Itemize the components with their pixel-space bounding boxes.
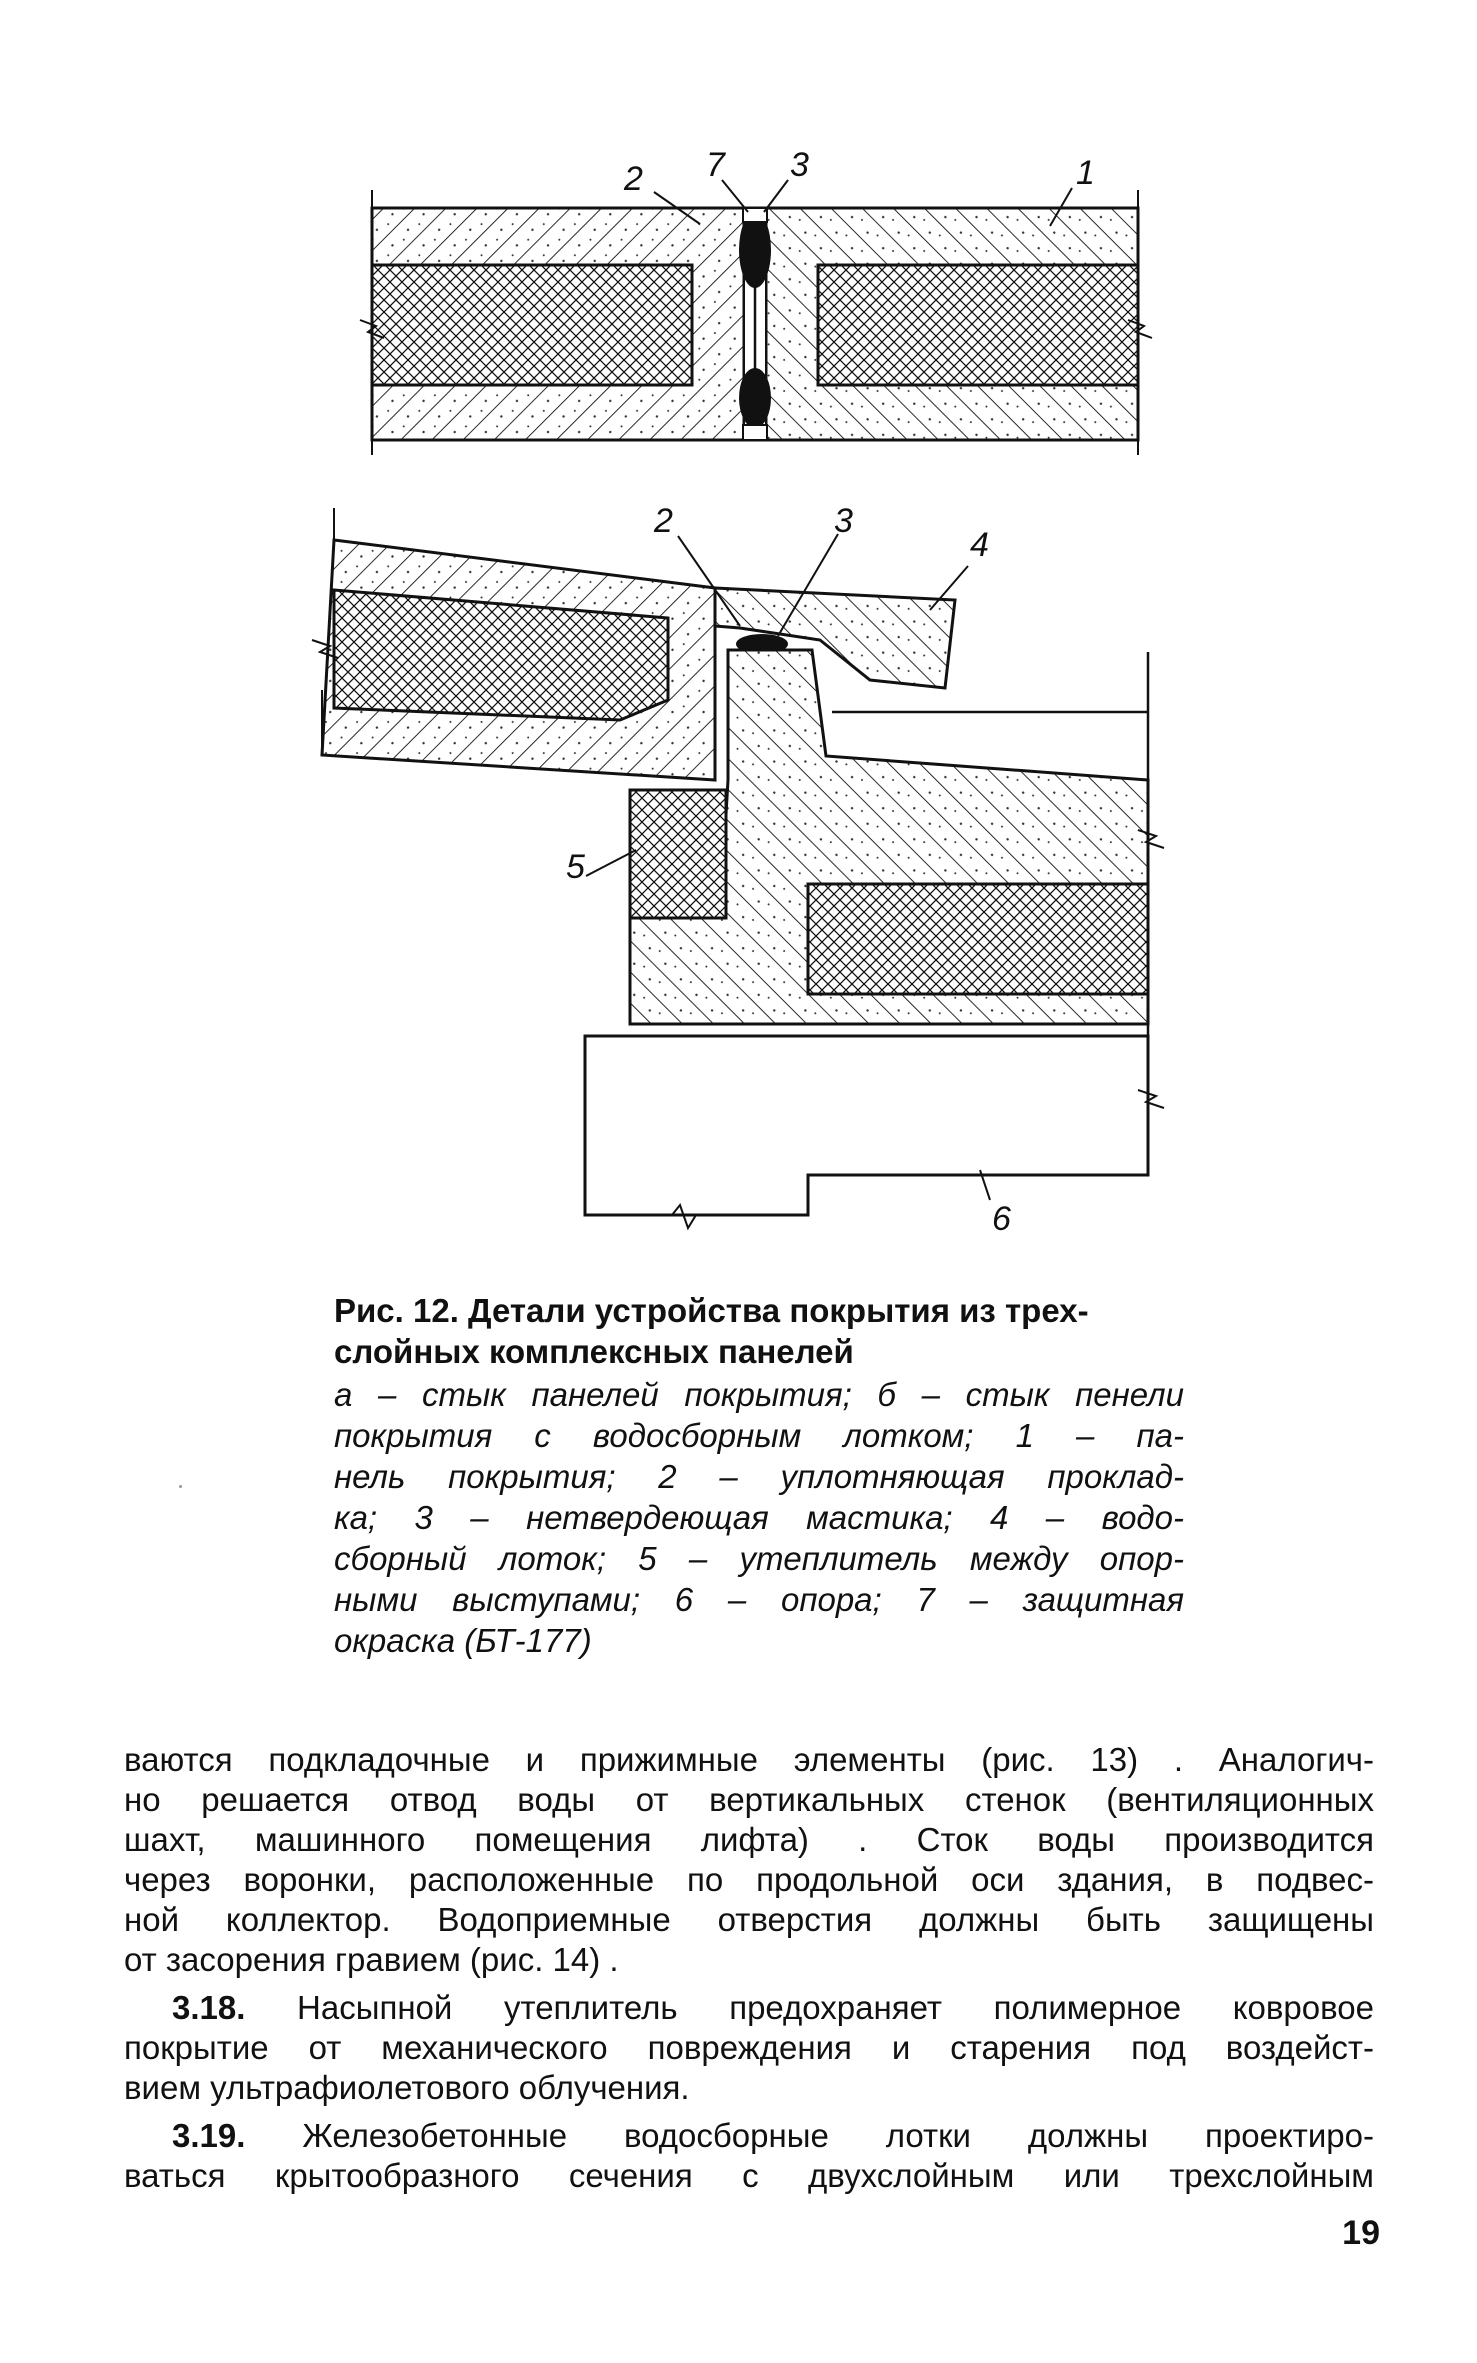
page-number: 19	[1342, 2214, 1380, 2252]
text-line	[124, 1988, 1374, 2028]
callout-1-top: 1	[1076, 154, 1095, 192]
text-line: покрытие от механического повреждения и старения под воздейст-	[124, 2029, 1374, 2066]
text-line: ваются подкладочные и прижимные элементы (рис. 13) . Аналогич-	[124, 1741, 1374, 1778]
caption-legend-line: окраска (БТ-177)	[334, 1622, 592, 1659]
callout-7-top: 7	[706, 146, 725, 184]
callout-2-bottom: 2	[654, 502, 673, 540]
caption-title-line: Рис. 12. Детали устройства покрытия из трех-	[334, 1292, 1089, 1329]
paragraph-3-19	[124, 2116, 1374, 2196]
callout-5-bottom: 5	[566, 848, 585, 886]
text-line: через воронки, расположенные по продольной оси здания, в подвес-	[124, 1861, 1374, 1898]
caption-legend-line: сборный лоток; 5 – утеплитель между опор-	[334, 1540, 1184, 1577]
caption-legend	[334, 1374, 1184, 1661]
caption-title-line: слойных комплексных панелей	[334, 1333, 854, 1370]
callout-6-bottom: 6	[992, 1200, 1011, 1238]
figure-caption	[334, 1290, 1184, 1661]
caption-legend-line: ными выступами; 6 – опора; 7 – защитная	[334, 1581, 1184, 1618]
caption-legend-line: а – стык панелей покрытия; б – стык пенели	[334, 1376, 1184, 1413]
text-line-content: Насыпной утеплитель предохраняет полимерное ковровое	[297, 1989, 1374, 2026]
text-line	[124, 2116, 1374, 2156]
margin-dot	[179, 1485, 182, 1488]
caption-legend-line: нель покрытия; 2 – уплотняющая проклад-	[334, 1458, 1184, 1495]
callout-4-bottom: 4	[970, 526, 989, 564]
caption-legend-line: покрытия с водосборным лотком; 1 – па-	[334, 1417, 1184, 1454]
callout-3-bottom: 3	[834, 502, 853, 540]
body-text	[124, 1740, 1374, 2204]
detail-b-gutter-joint	[312, 502, 1164, 1238]
paragraph-3-18	[124, 1988, 1374, 2108]
text-line: ной коллектор. Водоприемные отверстия должны быть защищены	[124, 1901, 1374, 1938]
detail-a-panel-joint	[360, 146, 1152, 455]
text-line: вием ультрафиолетового облучения.	[124, 2069, 690, 2106]
section-number: 3.19.	[172, 2117, 246, 2154]
paragraph-continuation	[124, 1740, 1374, 1980]
text-line: ваться крытообразного сечения с двухслойным или трехслойным	[124, 2157, 1374, 2194]
caption-legend-line: ка; 3 – нетвердеющая мастика; 4 – водо-	[334, 1499, 1184, 1536]
text-line: но решается отвод воды от вертикальных стенок (вентиляционных	[124, 1781, 1374, 1818]
callout-3-top: 3	[790, 146, 809, 184]
callout-2-top: 2	[624, 160, 643, 198]
caption-title	[334, 1290, 1184, 1372]
text-line-content: Железобетонные водосборные лотки должны проектиро-	[302, 2117, 1374, 2154]
text-line: шахт, машинного помещения лифта) . Сток воды производится	[124, 1821, 1374, 1858]
section-number: 3.18.	[172, 1989, 246, 2026]
text-line: от засорения гравием (рис. 14) .	[124, 1941, 619, 1978]
